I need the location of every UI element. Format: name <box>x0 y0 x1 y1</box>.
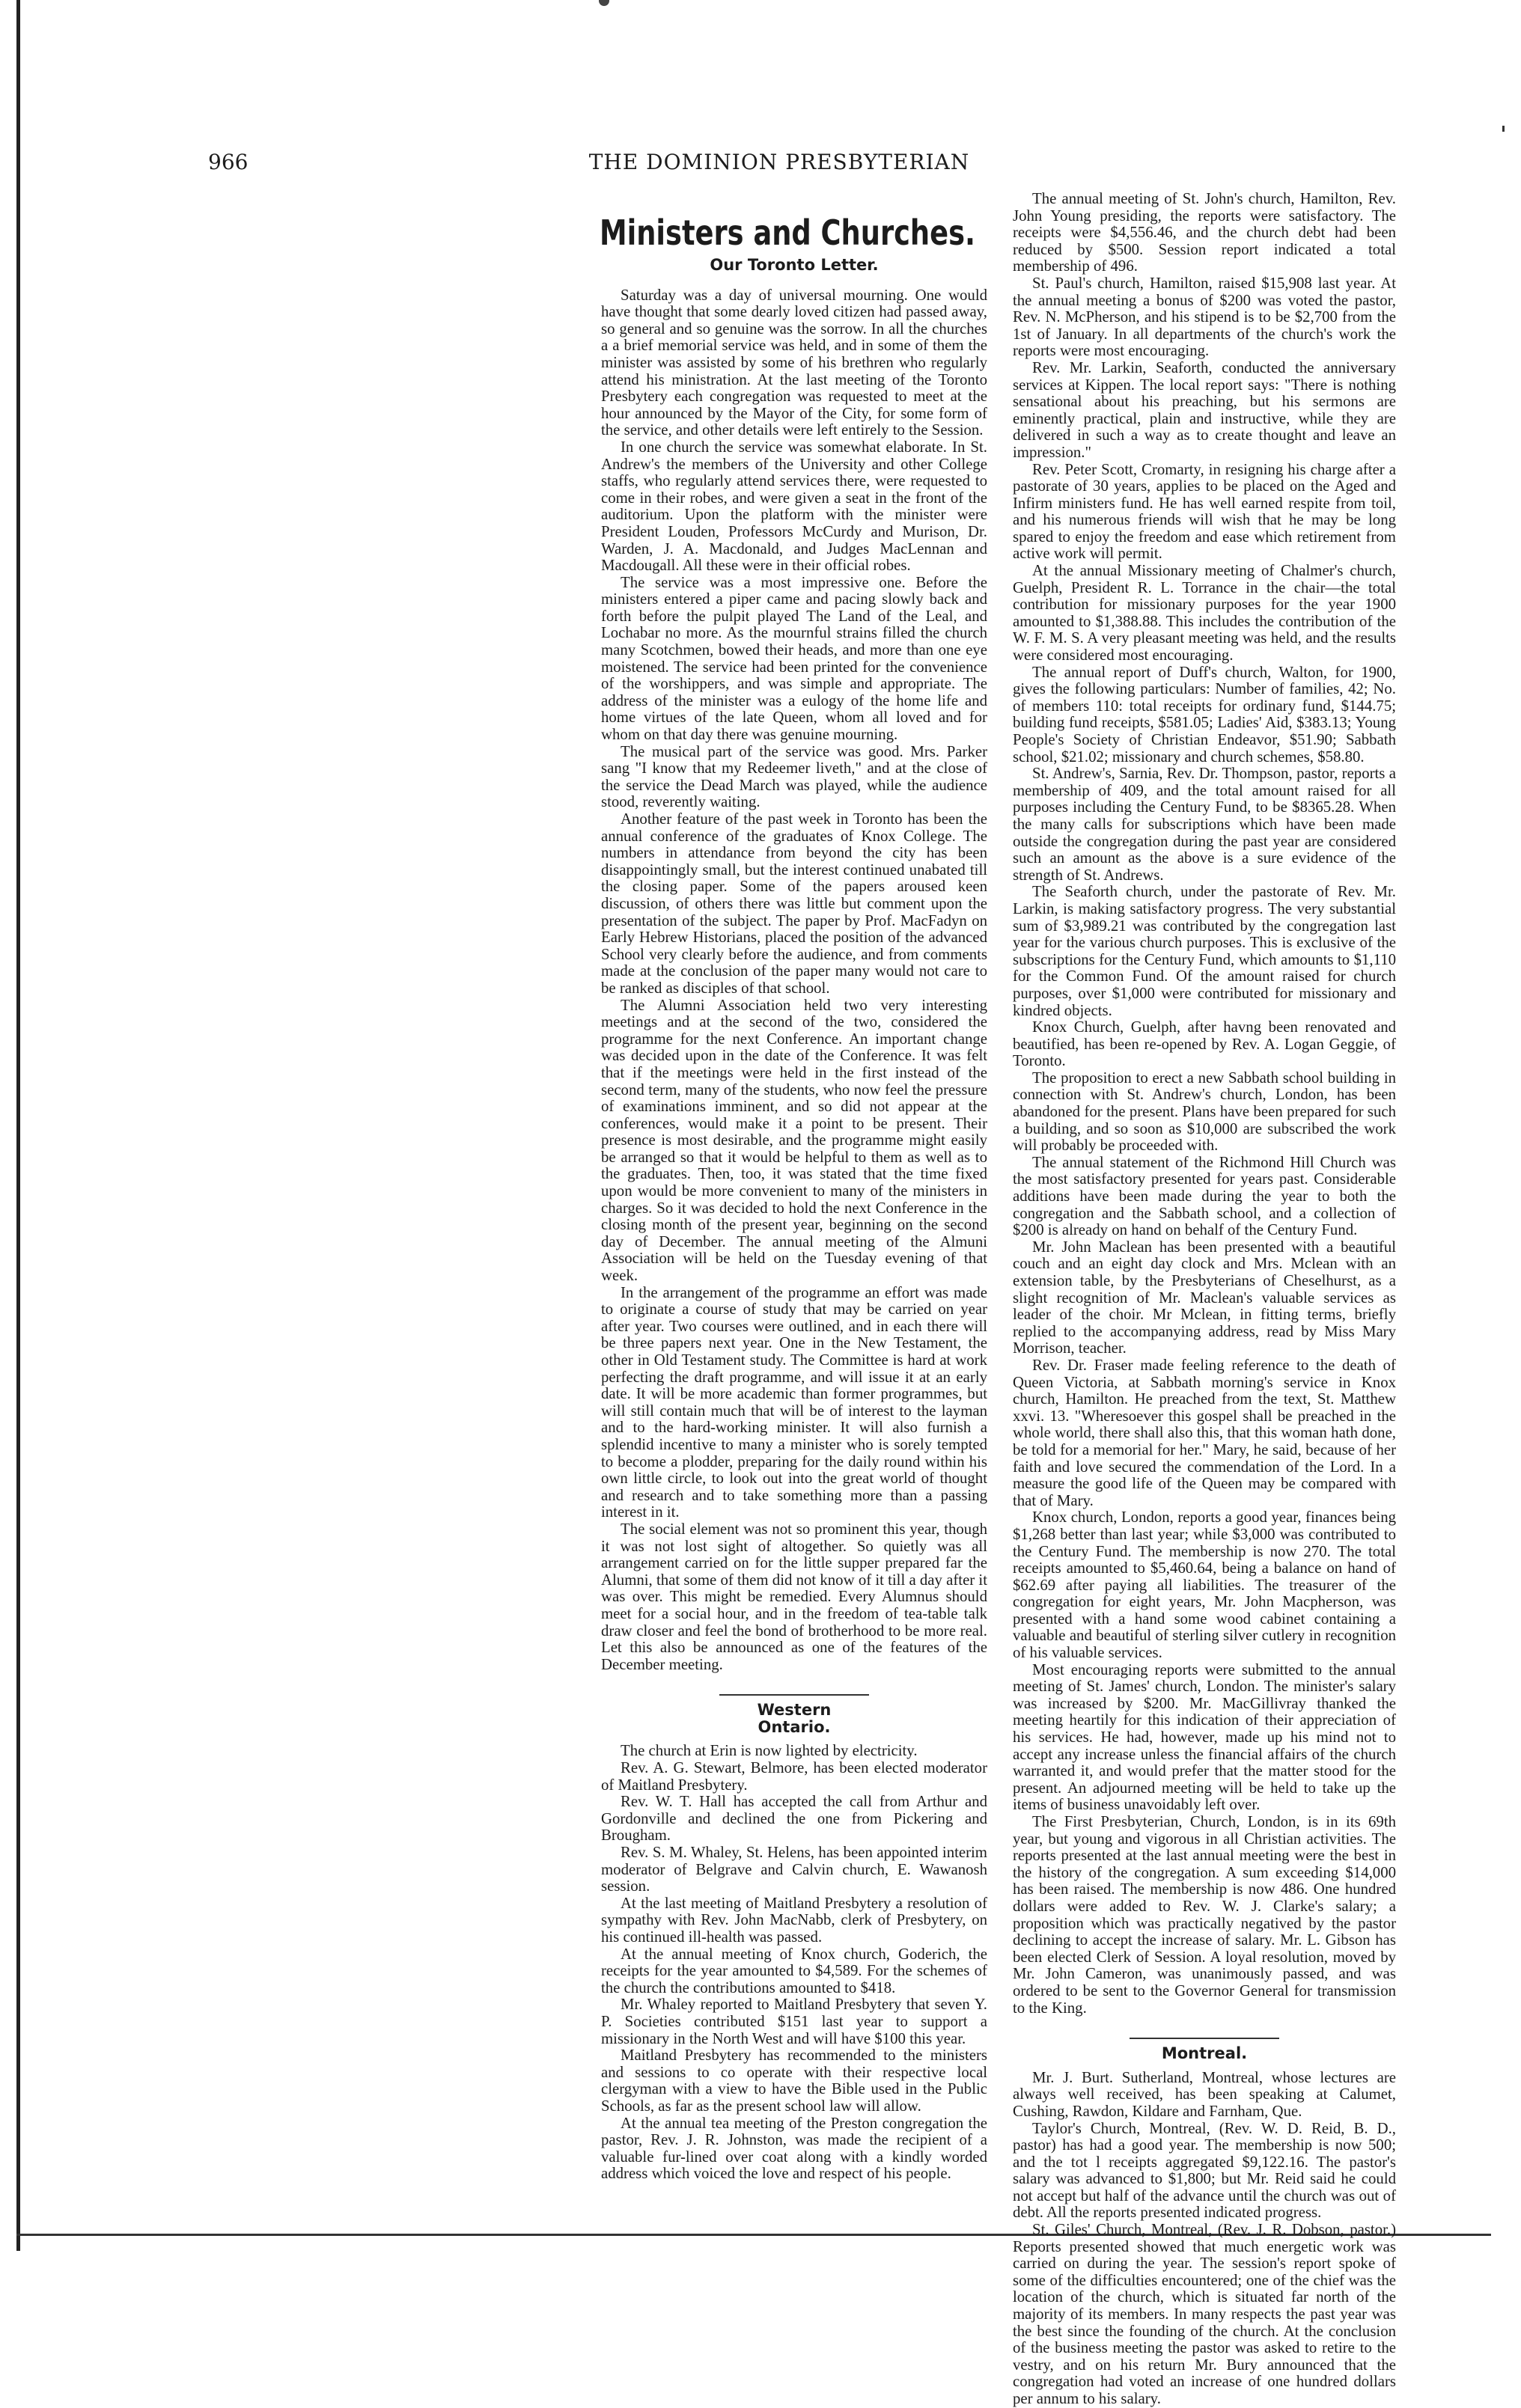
paragraph: The Alumni Association held two very interesting meetings and at the second of the two, considered the programme for the next Conference. An important change was decided upon in the date of the Conference. It was felt that if the meetings were held in the first instead of the second term, many of the students, who now feel the pressure of examinations imminent, and so did not appear at the conferences, would make it a point to be present. Their presence is most desirable, and the programme might easily be arranged so that it would be helpful to them as well as to the graduates. Then, too, it was stated that the time fixed upon would be more convenient to many of the ministers in charges. So it was decided to hold the next Conference in the closing month of the present year, beginning on the second day of December. The annual meeting of the Almuni Association will be held on the Tuesday evening of that week. <box>601 996 987 1285</box>
paragraph: St. Paul's church, Hamilton, raised $15,908 last year. At the annual meeting a bonus of $200 was voted the pastor, Rev. N. McPherson, and his stipend is to be $2,700 from the 1st of January. In all departments of the church's work the reports were most encouraging. <box>1013 274 1396 360</box>
paragraph: The annual meeting of St. John's church, Hamilton, Rev. John Young presiding, the reports were satisfactory. The receipts were $4,556.46, and the church debt had been reduced by $500. Session report indicated a total membership of 496. <box>1013 190 1396 275</box>
publication-title: THE DOMINION PRESBYTERIAN <box>588 150 970 174</box>
paragraph: The First Presbyterian, Church, London, is in its 69th year, but young and vigorous in all Christian activities. The reports presented at the last annual meeting were the best in the history of the congregation. A sum exceeding $14,000 has been raised. The membership is now 486. One hundred dollars were added to Rev. W. J. Clarke's salary; a proposition which was practically negatived by the pastor declining to accept the increase of salary. Mr. L. Gibson has been elected Clerk of Session. A loyal resolution, moved by Mr. John Cameron, was unanimously passed, and was ordered to be sent to the Governor General for transmission to the King. <box>1013 1813 1396 2017</box>
article-subtitle: Our Toronto Letter. <box>710 256 879 274</box>
paragraph: Rev. Peter Scott, Cromarty, in resigning his charge after a pastorate of 30 years, applies to be placed on the Aged and Infirm ministers fund. He has well earned respite from toil, and his numerous friends will wish that he may be long spared to enjoy the freedom and ease which retirement from active work will permit. <box>1013 460 1396 563</box>
page-number: 966 <box>208 150 249 174</box>
paragraph: Rev. S. M. Whaley, St. Helens, has been appointed interim moderator of Belgrave and Calvin church, E. Wawanosh session. <box>601 1844 987 1895</box>
paragraph: At the annual meeting of Knox church, Goderich, the receipts for the year amounted to $4,589. For the schemes of the church the contributions amounted to $418. <box>601 1945 987 1996</box>
column-3 <box>1013 190 1396 2407</box>
paragraph: Mr. John Maclean has been presented with a beautiful couch and an eight day clock and Mrs. Mclean with an extension table, by the Presbyterians of Cheselhurst, as a slight recognition of Mr. Maclean's valuable services as leader of the choir. Mr Mclean, in fitting terms, briefly replied to the accompanying address, read by Miss Mary Morrison, teacher. <box>1013 1238 1396 1357</box>
paragraph: The service was a most impressive one. Before the ministers entered a piper came and pacing slowly back and forth before the pulpit played The Land of the Leal, and Lochabar no more. As the mournful strains filled the church many Scotchmen, bowed their heads, and more than one eye moistened. The service had been printed for the convenience of the worshippers, and was simple and appropriate. The address of the minister was a eulogy of the home life and home virtues of the late Queen, whom all loved and for whom on that day there was genuine mourning. <box>601 573 987 744</box>
section-heading-montreal: Montreal. <box>1130 2038 1279 2062</box>
paragraph: Rev. A. G. Stewart, Belmore, has been elected moderator of Maitland Presbytery. <box>601 1759 987 1794</box>
paragraph: Saturday was a day of universal mourning. One would have thought that some dearly loved citizen had passed away, so general and so genuine was the sorrow. In all the churches a a brief memorial service was held, and in some of them the minister was assisted by some of his brethren who regularly attend his ministration. At the last meeting of the Toronto Presbytery each congregation was requested to meet at the hour announced by the Mayor of the City, for some form of the service, and other details were left entirely to the Session. <box>601 286 987 439</box>
paragraph: At the last meeting of Maitland Presbytery a resolution of sympathy with Rev. John MacNabb, clerk of Presbytery, on his continued ill-health was passed. <box>601 1894 987 1946</box>
paragraph: Rev. Mr. Larkin, Seaforth, conducted the anniversary services at Kippen. The local report says: "There is nothing sensational about his preaching, but his sermons are eminently practical, plain and instructive, while they are delivered in such a way as to create thought and leave an impression." <box>1013 358 1396 461</box>
paragraph: The annual report of Duff's church, Walton, for 1900, gives the following particulars: Number of families, 42; No. of members 110: total receipts for ordinary fund, $144.75; building fund receipts, $581.05; Ladies' Aid, $383.13; Young People's Society of Christian Endeavor, $51.90; Sabbath school, $21.02; missionary and church schemes, $58.80. <box>1013 663 1396 766</box>
paragraph: Mr. Whaley reported to Maitland Presbytery that seven Y. P. Societies contributed $151 last year to support a missionary in the North West and will have $100 this year. <box>601 1996 987 2047</box>
paragraph: In one church the service was somewhat elaborate. In St. Andrew's the members of the University and other College staffs, who regularly attend services there, were requested to come in their robes, and were given a seat in the front of the auditorium. Upon the platform with the minister were President Louden, Professors McCurdy and Murison, Dr. Warden, J. A. Macdonald, and Judges MacLennan and Macdougall. All these were in their official robes. <box>601 438 987 575</box>
paragraph: St. Giles' Church, Montreal, (Rev. J. R. Dobson, pastor.) Reports presented showed that much energetic work was carried on during the year. The session's report spoke of some of the difficulties encountered; one of the chief was the location of the church, which is situated far north of the majority of its members. In many respects the past year was the best since the founding of the church. At the conclusion of the business meeting the pastor was asked to retire to the vestry, and on his return Mr. Bury announced that the congregation had voted an increase of one hundred dollars per annum to his salary. <box>1013 2221 1396 2407</box>
paragraph: The annual statement of the Richmond Hill Church was the most satisfactory presented for years past. Considerable additions have been made during the year to both the congregation and the Sabbath school, and a collection of $200 is already on hand on behalf of the Century Fund. <box>1013 1153 1396 1239</box>
paragraph: At the annual Missionary meeting of Chalmer's church, Guelph, President R. L. Torrance in the chair—the total contribution for missionary purposes for the year 1900 amounted to $1,388.88. This includes the contribution of the W. F. M. S. A very pleasant meeting was held, and the results were considered most encouraging. <box>1013 562 1396 664</box>
paragraph: Maitland Presbytery has recommended to the ministers and sessions to co operate with their respective local clergyman with a view to have the Bible used in the Public Schools, as far as the present school law will allow. <box>601 2047 987 2115</box>
paragraph: In the arrangement of the programme an effort was made to originate a course of study that may be carried on year after year. Two courses were outlined, and in each there will be three papers next year. One in the New Testament, the other in Old Testament study. The Committee is hard at work perfecting the draft programme, and will issue it at an early date. It will be more academic than former programmes, but will still contain much that will be of interest to the layman and to the hard-working minister. It will also furnish a splendid incentive to many a minister who is sorely tempted to become a plodder, preparing for the daily round within his own little circle, to look out into the great world of thought and research and to take something more than a passing interest in it. <box>601 1283 987 1521</box>
paragraph: The Seaforth church, under the pastorate of Rev. Mr. Larkin, is making satisfactory progress. The very substantial sum of $3,989.21 was contributed by the congregation last year for the various church purposes. This is exclusive of the subscriptions for the Century Fund, which amounts to $1,110 for the Common Fund. Of the amount raised for church purposes, over $1,000 were contributed for missionary and kindred objects. <box>1013 883 1396 1019</box>
scan-mark <box>1502 126 1505 132</box>
paragraph: Knox Church, Guelph, after havng been renovated and beautified, has been re-opened by Rev. A. Logan Geggie, of Toronto. <box>1013 1018 1396 1070</box>
column-2 <box>601 191 987 2211</box>
scan-mark-top <box>599 0 609 6</box>
paragraph: The musical part of the service was good. Mrs. Parker sang "I know that my Redeemer liveth," and at the close of the service the Dead March was played, while the audience stood, reverently waiting. <box>601 742 987 811</box>
paragraph: Rev. W. T. Hall has accepted the call from Arthur and Gordonville and declined the one from Pickering and Brougham. <box>601 1793 987 1845</box>
paragraph: Rev. Dr. Fraser made feeling reference to the death of Queen Victoria, at Sabbath morning's service in Knox church, Hamilton. He preached from the text, St. Matthew xxvi. 13. "Wheresoever this gospel shall be preached in the whole world, there shall also this, that this woman hath done, be told for a memorial for her." Mary, he said, because of her faith and love secured the commendation of the Lord. In a measure the good life of the Queen may be compared with that of Mary. <box>1013 1356 1396 1509</box>
paragraph: The proposition to erect a new Sabbath school building in connection with St. Andrew's church, London, has been abandoned for the present. Plans have been prepared for such a building, and so soon as $10,000 are subscribed the work will probably be proceeded with. <box>1013 1069 1396 1155</box>
paragraph: Another feature of the past week in Toronto has been the annual conference of the graduates of Knox College. The numbers in attendance from beyond the city has been disappointingly small, but the interest continued unabated till the closing paper. Some of the papers aroused keen discussion, of others there was little but comment upon the presentation of the subject. The paper by Prof. MacFadyn on Early Hebrew Historians, placed the position of the advanced School very clearly before the audience, and from comments made at the conclusion of the paper many would not care to be ranked as disciples of that school. <box>601 810 987 997</box>
page-edge <box>16 0 20 2251</box>
paragraph: Most encouraging reports were submitted to the annual meeting of St. James' church, London. The minister's salary was increased by $200. Mr. MacGillivray thanked the meeting heartily for this indication of their appreciation of his services. He had, however, made up his mind not to accept any increase unless the financial affairs of the church warranted it, and would prefer that the matter stood for the present. An adjourned meeting will be held to take up the items of business unavoidably left over. <box>1013 1660 1396 1814</box>
paragraph: The church at Erin is now lighted by electricity. <box>621 1742 918 1760</box>
paragraph: Mr. J. Burt. Sutherland, Montreal, whose lectures are always well received, has been speaking at Calumet, Cushing, Rawdon, Kildare and Farnham, Que. <box>1013 2068 1396 2120</box>
paragraph: The social element was not so prominent this year, though it was not lost sight of altogether. So quietly was all arrangement carried on for the little supper prepared far the Alumni, that some of them did not know of it till a day after it was over. This might be remedied. Every Alumnus should meet for a social hour, and in the freedom of tea-table talk draw closer and feel the bond of brotherhood to be more real. Let this also be announced as one of the features of the December meeting. <box>601 1520 987 1673</box>
paragraph: Knox church, London, reports a good year, finances being $1,268 better than last year; while $3,000 was contributed to the Century Fund. The membership is now 270. The total receipts amounted to $5,460.64, being a balance on hand of $62.69 after paying all liabilities. The treasurer of the congregation for eight years, Mr. John Macpherson, was presented with a hand some wood cabinet containing a valuable and beautiful of sterling silver cutlery in recognition of his valuable services. <box>1013 1509 1396 1662</box>
article-title: Ministers and Churches. <box>600 213 975 253</box>
paragraph: Taylor's Church, Montreal, (Rev. W. D. Reid, B. D., pastor) has had a good year. The membership is now 500; and the tot l receipts aggregated $9,122.16. The pastor's salary was advanced to $1,800; but Mr. Reid said he could not accept but half of the advance until the church was out of debt. All the reports presented indicated progress. <box>1013 2119 1396 2222</box>
page-header-bar <box>202 150 1356 181</box>
paragraph: St. Andrew's, Sarnia, Rev. Dr. Thompson, pastor, reports a membership of 409, and the total amount raised for all purposes including the Century Fund, to be $8365.28. When the many calls for subscriptions which have been made outside the congregation during the past year are considered such an amount as the above is a sure evidence of the strength of St. Andrews. <box>1013 765 1396 884</box>
column-1 <box>202 191 588 2211</box>
paragraph: At the annual tea meeting of the Preston congregation the pastor, Rev. J. R. Johnston, was made the recipient of a valuable fur-lined over coat along with a kindly worded address which voiced the love and respect of his people. <box>601 2114 987 2183</box>
section-heading-western-ontario: Western Ontario. <box>719 1694 869 1735</box>
